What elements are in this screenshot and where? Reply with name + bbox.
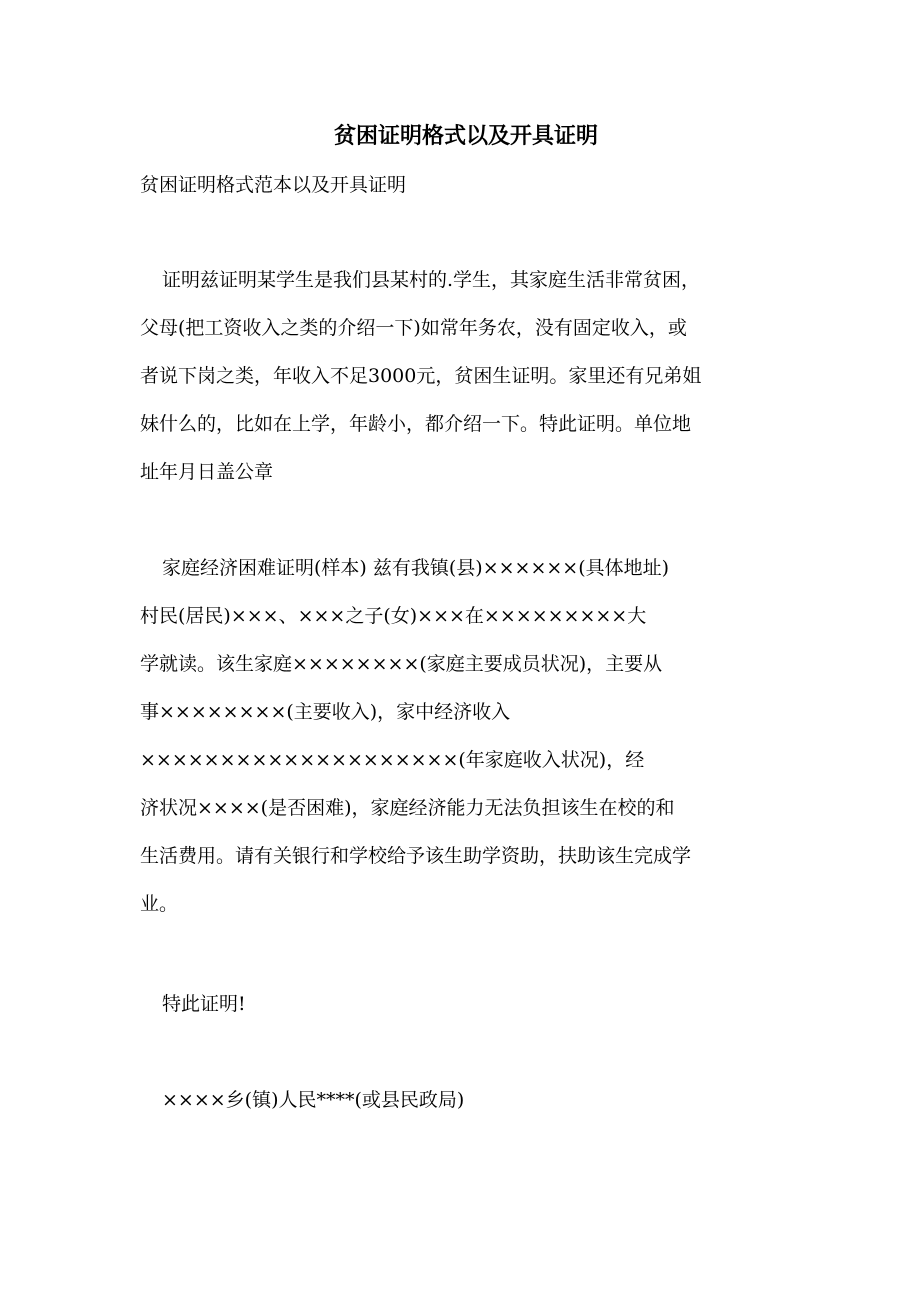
document-title: 贫困证明格式以及开具证明 <box>333 123 598 149</box>
issuer-text: ××××乡(镇)人民****(或县民政局) <box>162 1089 465 1111</box>
paragraph-line: 者说下岗之类，年收入不足3000元，贫困生证明。家里还有兄弟姐 <box>140 365 702 387</box>
closing-text: 特此证明! <box>162 993 246 1015</box>
paragraph-line: 事××××××××(主要收入)，家中经济收入 <box>140 701 511 723</box>
paragraph-line: 妹什么的，比如在上学，年龄小，都介绍一下。特此证明。单位地 <box>140 413 692 435</box>
paragraph-line: 村民(居民)×××、×××之子(女)×××在×××××××××大 <box>140 605 647 627</box>
closing-statement <box>140 980 770 1028</box>
paragraph-line: 址年月日盖公章 <box>140 461 274 483</box>
paragraph-sample-certificate <box>140 544 770 928</box>
document-subtitle: 贫困证明格式范本以及开具证明 <box>140 174 407 196</box>
paragraph-line: 家庭经济困难证明(样本) 兹有我镇(县)××××××(具体地址) <box>162 557 670 579</box>
paragraph-poverty-certificate <box>140 256 770 496</box>
paragraph-line: 证明兹证明某学生是我们县某村的.学生，其家庭生活非常贫困， <box>162 269 701 291</box>
paragraph-line: 学就读。该生家庭××××××××(家庭主要成员状况)，主要从 <box>140 653 663 675</box>
issuer-line <box>140 1076 770 1124</box>
paragraph-line: 父母(把工资收入之类的介绍一下)如常年务农，没有固定收入，或 <box>140 317 687 339</box>
paragraph-line: 业。 <box>140 893 179 915</box>
paragraph-line: 济状况××××(是否困难)，家庭经济能力无法负担该生在校的和 <box>140 797 675 819</box>
paragraph-line: ××××××××××××××××××××(年家庭收入状况)，经 <box>140 749 645 771</box>
paragraph-line: 生活费用。请有关银行和学校给予该生助学资助，扶助该生完成学 <box>140 845 692 867</box>
